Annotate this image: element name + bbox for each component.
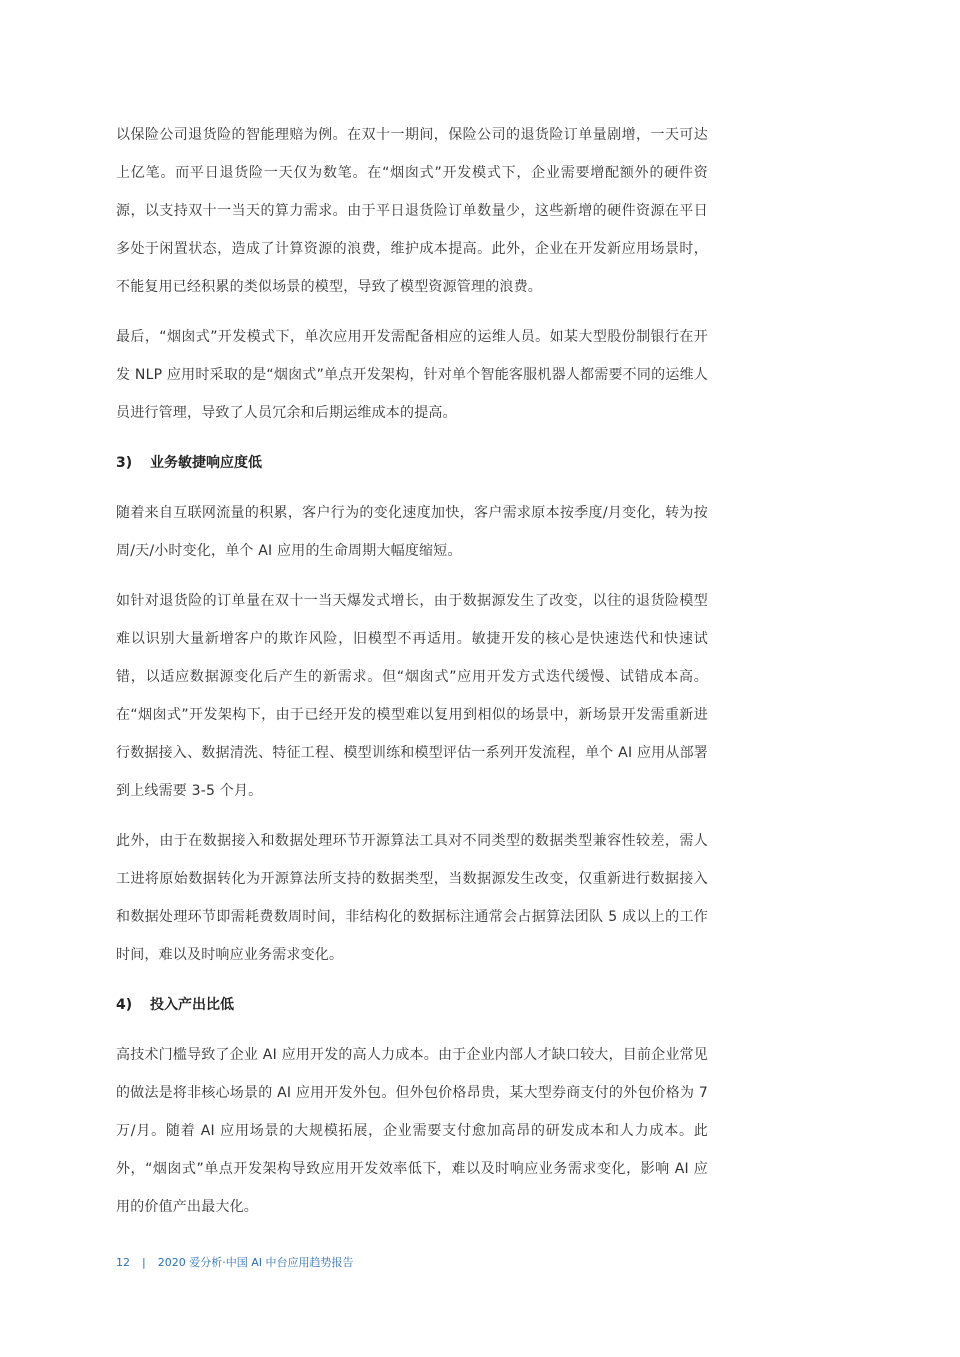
document-body (116, 116, 708, 1238)
paragraph: 随着来自互联网流量的积累，客户行为的变化速度加快，客户需求原本按季度/月变化，转为按周/天/小时变化，单个 AI 应用的生命周期大幅度缩短。 (116, 505, 708, 559)
section-title: 业务敏捷响应度低 (150, 455, 262, 471)
report-title: 2020 爱分析·中国 AI 中台应用趋势报告 (157, 1256, 354, 1269)
page-number: 12 (116, 1256, 130, 1269)
section-number: 4) (116, 997, 133, 1013)
section-heading-4 (116, 986, 708, 1024)
paragraph: 高技术门槛导致了企业 AI 应用开发的高人力成本。由于企业内部人才缺口较大，目前企业常见的做法是将非核心场景的 AI 应用开发外包。但外包价格昂贵，某大型券商支付的外包价格为 7 万/月。随着 AI 应用场景的大规模拓展，企业需要支付愈加高昂的研发成本和人力成本。此外，“烟囱式”单点开发架构导致应用开发效率低下，难以及时响应业务需求变化，影响 AI 应用的价值产出最大化。 (116, 1047, 708, 1215)
paragraph: 最后，“烟囱式”开发模式下，单次应用开发需配备相应的运维人员。如某大型股份制银行在开发 NLP 应用时采取的是“烟囱式”单点开发架构，针对单个智能客服机器人都需要不同的运维人员进行管理，导致了人员冗余和后期运维成本的提高。 (116, 329, 708, 421)
paragraph: 此外，由于在数据接入和数据处理环节开源算法工具对不同类型的数据类型兼容性较差，需人工进将原始数据转化为开源算法所支持的数据类型，当数据源发生改变，仅重新进行数据接入和数据处理环节即需耗费数周时间，非结构化的数据标注通常会占据算法团队 5 成以上的工作时间，难以及时响应业务需求变化。 (116, 833, 708, 963)
page-footer (116, 1254, 353, 1270)
section-heading-3 (116, 444, 708, 482)
footer-separator: | (142, 1256, 146, 1269)
section-number: 3) (116, 455, 133, 471)
section-title: 投入产出比低 (150, 997, 234, 1013)
paragraph: 如针对退货险的订单量在双十一当天爆发式增长，由于数据源发生了改变，以往的退货险模型难以识别大量新增客户的欺诈风险，旧模型不再适用。敏捷开发的核心是快速迭代和快速试错，以适应数据源变化后产生的新需求。但“烟囱式”应用开发方式迭代缓慢、试错成本高。在“烟囱式”开发架构下，由于已经开发的模型难以复用到相似的场景中，新场景开发需重新进行数据接入、数据清洗、特征工程、模型训练和模型评估一系列开发流程，单个 AI 应用从部署到上线需要 3-5 个月。 (116, 593, 708, 799)
paragraph: 以保险公司退货险的智能理赔为例。在双十一期间，保险公司的退货险订单量剧增，一天可达上亿笔。而平日退货险一天仅为数笔。在“烟囱式”开发模式下，企业需要增配额外的硬件资源，以支持双十一当天的算力需求。由于平日退货险订单数量少，这些新增的硬件资源在平日多处于闲置状态，造成了计算资源的浪费，维护成本提高。此外，企业在开发新应用场景时，不能复用已经积累的类似场景的模型，导致了模型资源管理的浪费。 (116, 127, 708, 295)
